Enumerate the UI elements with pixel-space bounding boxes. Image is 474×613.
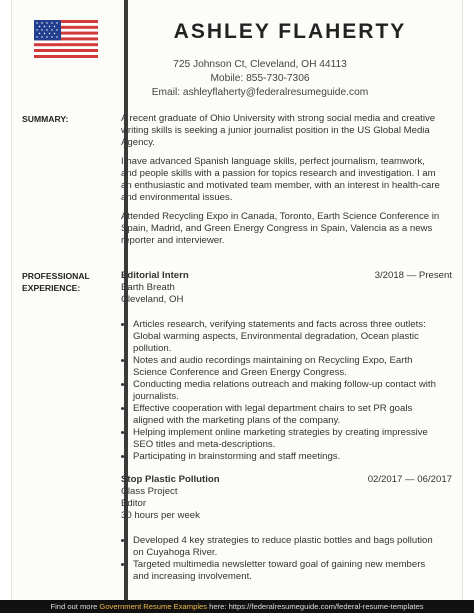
summary-paragraph: A recent graduate of Ohio University with strong social media and creative writing skills is seeking a junior journalist position in the US Global Media Agency.	[121, 113, 436, 148]
footer-link[interactable]: Government Resume Examples	[99, 602, 208, 611]
job-title: Editorial Intern	[121, 270, 189, 281]
summary-heading: SUMMARY:	[22, 114, 69, 124]
job-hours: 30 hours per week	[121, 510, 200, 521]
job-bullets	[121, 535, 441, 583]
footer-bar	[0, 600, 474, 613]
job-role: Editor	[121, 498, 147, 509]
list-item: • Developed 4 key strategies to reduce plastic bottles and bags pollution on Cuyahoga River.	[133, 535, 441, 559]
footer-url[interactable]: https://federalresumeguide.com/federal-resume-templates	[228, 602, 424, 611]
job-dates: 02/2017 — 06/2017	[367, 474, 452, 485]
job-dates: 3/2018 — Present	[374, 270, 452, 281]
list-item: • Helping implement online marketing strategies by creating impressive SEO titles and meta-descriptions.	[133, 427, 441, 451]
email: Email: ashleyflaherty@federalresumeguide.com	[151, 87, 369, 98]
footer-middle: here:	[207, 602, 229, 611]
list-item: • Participating in brainstorming and staff meetings.	[133, 451, 441, 463]
us-flag-icon	[34, 20, 98, 58]
footer-prefix: Find out more	[50, 602, 100, 611]
mobile: Mobile: 855-730-7306	[210, 73, 310, 84]
list-item: • Conducting media relations outreach and making follow-up contact with journalists.	[133, 379, 441, 403]
job-title: Stop Plastic Pollution	[121, 474, 220, 485]
summary-body	[121, 113, 441, 254]
experience-heading-line2: EXPERIENCE:	[22, 283, 81, 293]
job-company: Class Project	[121, 486, 178, 497]
job-location: Cleveland, OH	[121, 294, 184, 305]
summary-paragraph: I have advanced Spanish language skills, perfect journalism, teamwork, and people skills with a passion for topics research and investigation. I am an enthusiastic and motivated team member, with an interest in health-care and environmental issues.	[121, 156, 440, 203]
experience-heading-line1: PROFESSIONAL	[22, 271, 90, 281]
list-item: • Articles research, verifying statements and facts across three outlets: Global warming aspects, Environmental degradation, Ocean plastic pollution.	[133, 319, 441, 355]
experience-heading	[22, 270, 90, 294]
contact-block	[120, 58, 400, 100]
list-item: • Effective cooperation with legal department chairs to set PR goals aligned with the marketing plans of the company.	[133, 403, 441, 427]
job-bullets	[121, 319, 441, 463]
summary-paragraph: Attended Recycling Expo in Canada, Toronto, Earth Science Conference in Spain, Madrid, and Green Energy Congress in Spain, Valencia as a news reporter and interviewer.	[121, 211, 440, 246]
address: 725 Johnson Ct, Cleveland, OH 44113	[173, 59, 347, 70]
list-item: • Notes and audio recordings maintaining on Recycling Expo, Earth Science Conference and Green Energy Congress.	[133, 355, 441, 379]
list-item: • Targeted multimedia newsletter toward goal of gaining new members and increasing involvement.	[133, 559, 441, 583]
job-company: Earth Breath	[121, 282, 175, 293]
candidate-name: ASHLEY FLAHERTY	[173, 20, 407, 43]
